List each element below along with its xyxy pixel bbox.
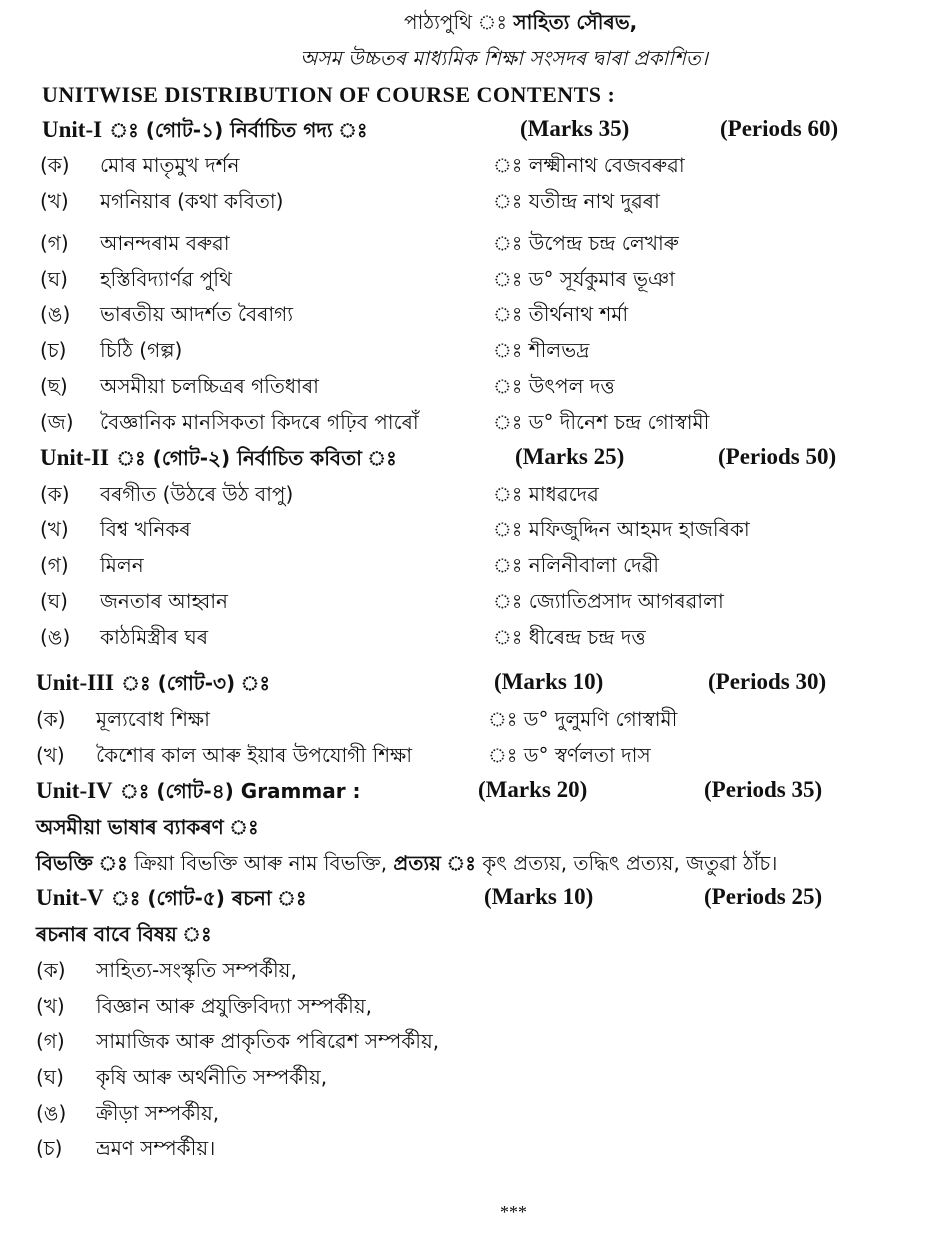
unit-2-name: Unit-II <box>40 445 110 470</box>
unit-4-name: Unit-IV <box>36 778 113 803</box>
list-item-title: হস্তিবিদ্যাৰ্ণৱ পুথি <box>100 267 232 291</box>
unit-3-marks: (Marks 10) <box>494 669 604 694</box>
list-item-index: (জ) <box>40 410 74 434</box>
unit-1-name: Unit-I <box>42 117 103 142</box>
grammar-text-2: কৃৎ প্ৰত্যয়, তদ্ধিৎ প্ৰত্যয়, জতুৱা ঠাঁচ। <box>482 851 778 875</box>
unit-5-marks: (Marks 10) <box>484 884 594 909</box>
unit-3-name: Unit-III <box>36 670 114 695</box>
list-item-index: (ক) <box>36 707 66 731</box>
list-item-index: (ক) <box>40 153 70 177</box>
unit-4-periods: (Periods 35) <box>704 777 823 802</box>
unit-5-label: ঃ (গোট-৫) ৰচনা ঃ <box>111 886 307 910</box>
list-item-author: ঃ জ্যোতিপ্ৰসাদ আগৰৱালা <box>493 589 724 613</box>
list-item-title: বিশ্ব খনিকৰ <box>100 517 191 541</box>
list-item-index: (ছ) <box>40 374 68 398</box>
list-item-title: বিজ্ঞান আৰু প্ৰযুক্তিবিদ্যা সম্পৰ্কীয়, <box>96 994 372 1018</box>
list-item-author: ঃ ড° দুলুমণি গোস্বামী <box>488 707 678 731</box>
list-item-title: সামাজিক আৰু প্ৰাকৃতিক পৰিৱেশ সম্পৰ্কীয়, <box>96 1029 440 1053</box>
unit-4-heading <box>36 777 361 810</box>
textbook-label: পাঠ্যপুথি ঃ <box>404 10 508 34</box>
list-item-author: ঃ যতীন্দ্ৰ নাথ দুৱৰা <box>493 189 660 213</box>
unit-1-periods: (Periods 60) <box>720 116 839 141</box>
list-item-index: (গ) <box>36 1029 65 1053</box>
list-item-title: কৃষি আৰু অৰ্থনীতি সম্পৰ্কীয়, <box>96 1065 328 1089</box>
list-item-index: (ক) <box>40 482 70 506</box>
unit-5-periods: (Periods 25) <box>704 884 823 909</box>
list-item-index: (চ) <box>40 338 67 362</box>
list-item-author: ঃ মাধৱদেৱ <box>493 482 599 506</box>
grammar-text-1: ক্ৰিয়া বিভক্তি আৰু নাম বিভক্তি, <box>134 851 388 875</box>
list-item-index: (খ) <box>40 517 69 541</box>
list-item-author: ঃ তীৰ্থনাথ শৰ্মা <box>493 302 629 326</box>
unit-2-heading <box>40 444 397 477</box>
list-item-index: (ঘ) <box>40 267 68 291</box>
unit-2-label: ঃ (গোট-২) নিৰ্বাচিত কবিতা ঃ <box>116 446 397 470</box>
list-item-title: ভাৰতীয় আদৰ্শত বৈৰাগ্য <box>100 302 294 326</box>
unit-3-label: ঃ (গোট-৩) ঃ <box>121 671 271 695</box>
list-item-author: ঃ নলিনীবালা দেৱী <box>493 553 660 577</box>
list-item-index: (ক) <box>36 958 66 982</box>
page-title: UNITWISE DISTRIBUTION OF COURSE CONTENTS : <box>42 82 616 107</box>
unit-1-heading <box>42 116 368 149</box>
list-item-title: মগনিয়াৰ (কথা কবিতা) <box>100 189 284 213</box>
list-item-title: মোৰ মাতৃমুখ দৰ্শন <box>100 153 240 177</box>
list-item-index: (ঘ) <box>36 1065 64 1089</box>
essay-subheading: ৰচনাৰ বাবে বিষয় ঃ <box>36 922 212 946</box>
unit-5-heading <box>36 884 307 917</box>
list-item-author: ঃ উপেন্দ্ৰ চন্দ্ৰ লেখাৰু <box>493 231 679 255</box>
list-item-index: (খ) <box>36 743 65 767</box>
list-item-title: ভ্ৰমণ সম্পৰ্কীয়। <box>96 1136 216 1160</box>
list-item-index: (খ) <box>36 994 65 1018</box>
list-item-author: ঃ ড° দীনেশ চন্দ্ৰ গোস্বামী <box>493 410 710 434</box>
list-item-author: ঃ মফিজুদ্দিন আহমদ হাজৰিকা <box>493 517 750 541</box>
list-item-title: ক্ৰীড়া সম্পৰ্কীয়, <box>96 1101 220 1125</box>
list-item-author: ঃ ড° সূৰ্যকুমাৰ ভূঞা <box>493 267 675 291</box>
footer-asterisks: *** <box>500 1202 527 1222</box>
list-item-index: (চ) <box>36 1136 63 1160</box>
list-item-index: (ঙ) <box>40 625 71 649</box>
unit-1-label: ঃ (গোট-১) নিৰ্বাচিত গদ্য ঃ <box>109 118 368 142</box>
unit-3-heading <box>36 669 270 702</box>
list-item-author: ঃ ধীৰেন্দ্ৰ চন্দ্ৰ দত্ত <box>493 625 646 649</box>
list-item-title: কাঠমিস্ত্ৰীৰ ঘৰ <box>100 625 209 649</box>
list-item-title: অসমীয়া চলচ্চিত্ৰৰ গতিধাৰা <box>100 374 319 398</box>
list-item-title: সাহিত্য-সংস্কৃতি সম্পৰ্কীয়, <box>96 958 297 982</box>
list-item-title: মিলন <box>100 553 144 577</box>
publisher-line: অসম উচ্চতৰ মাধ্যমিক শিক্ষা সংসদৰ দ্বাৰা প্ৰকাশিত। <box>300 46 708 70</box>
list-item-title: বৈজ্ঞানিক মানসিকতা কিদৰে গঢ়িব পাৰোঁ <box>100 410 419 434</box>
list-item-author: ঃ শীলভদ্ৰ <box>493 338 590 362</box>
grammar-key-2: প্ৰত্যয় ঃ <box>393 851 476 875</box>
list-item-title: বৰগীত (উঠৰে উঠ বাপু) <box>100 482 294 506</box>
list-item-title: কৈশোৰ কাল আৰু ইয়াৰ উপযোগী শিক্ষা <box>96 743 413 767</box>
list-item-index: (ঘ) <box>40 589 68 613</box>
list-item-title: চিঠি (গল্প) <box>100 338 183 362</box>
list-item-index: (ঙ) <box>40 302 71 326</box>
list-item-index: (খ) <box>40 189 69 213</box>
list-item-author: ঃ ড° স্বৰ্ণলতা দাস <box>488 743 651 767</box>
list-item-author: ঃ উৎপল দত্ত <box>493 374 615 398</box>
list-item-title: জনতাৰ আহ্বান <box>100 589 228 613</box>
list-item-index: (গ) <box>40 553 69 577</box>
unit-3-periods: (Periods 30) <box>708 669 827 694</box>
unit-1-marks: (Marks 35) <box>520 116 630 141</box>
list-item-title: মূল্যবোধ শিক্ষা <box>96 707 210 731</box>
unit-5-name: Unit-V <box>36 885 104 910</box>
unit-2-periods: (Periods 50) <box>718 444 837 469</box>
unit-4-marks: (Marks 20) <box>478 777 588 802</box>
unit-2-marks: (Marks 25) <box>515 444 625 469</box>
textbook-name: সাহিত্য সৌৰভ, <box>513 10 638 34</box>
textbook-line <box>404 8 637 41</box>
grammar-key-1: বিভক্তি ঃ <box>36 851 128 875</box>
grammar-subheading: অসমীয়া ভাষাৰ ব্যাকৰণ ঃ <box>36 815 259 839</box>
list-item-title: আনন্দৰাম বৰুৱা <box>100 231 230 255</box>
list-item-index: (গ) <box>40 231 69 255</box>
list-item-author: ঃ লক্ষ্মীনাথ বেজবৰুৱা <box>493 153 685 177</box>
grammar-line <box>36 849 777 882</box>
list-item-index: (ঙ) <box>36 1101 67 1125</box>
unit-4-label: ঃ (গোট-৪) Grammar : <box>119 779 361 803</box>
